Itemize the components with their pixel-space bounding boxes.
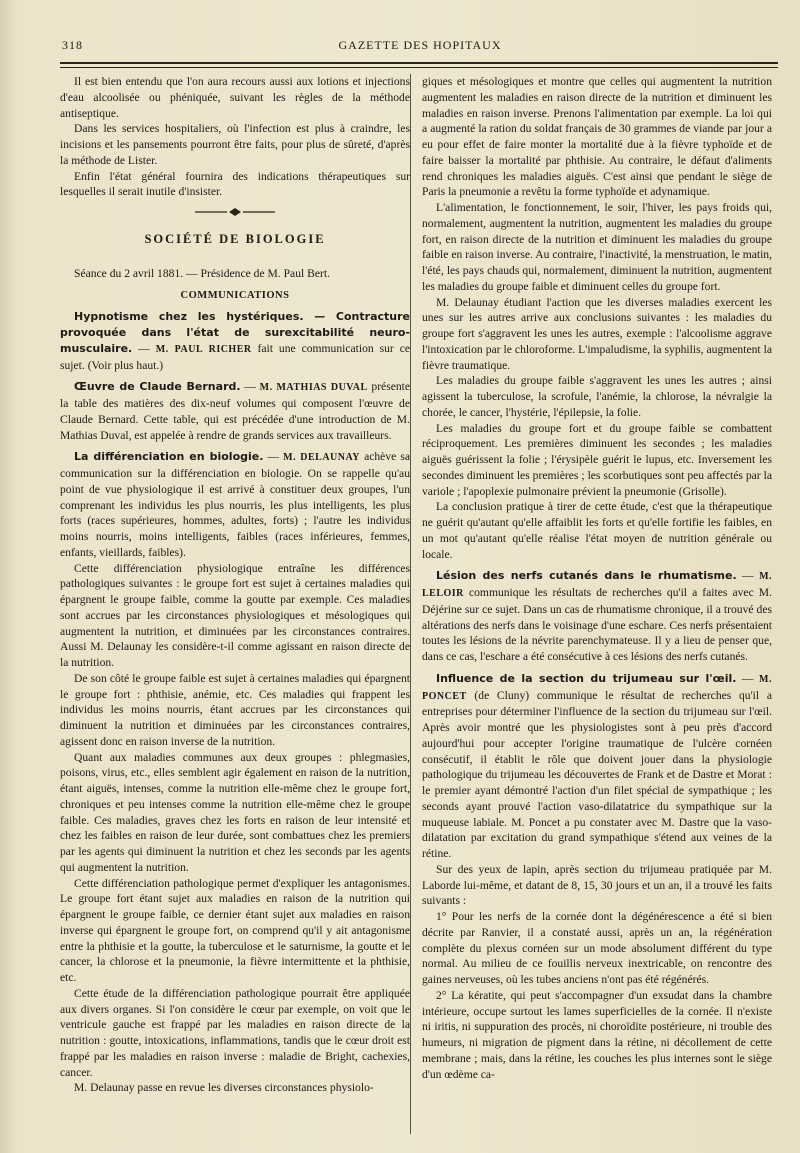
communication-poncet: Influence de la section du trijumeau sur l'œil. — M. PONCET (de Cluny) communique le résultat de recherches qu'il a entreprises pour déterminer l'influence de la section du trijumeau sur l'œil. Après avoir montré que les physiologistes sont à peu près d'accord aujourd'hui pour accepter l'origine traumatique de l'ulcère cornéen consécutif, il établit le rôle que doivent jouer dans la physiologie pathologique du trijumeau les découvertes de Frank et de Dastre et Morat : le premier ayant démontré l'action d'un filet spécial de sympathique ; les seconds ayant prouvé l'action vaso-dilatatrice du sympathique sur la muqueuse labiale. M. Poncet a pu constater avec M. Dastre que la vaso-dilatation par excitation du grand sympathique s'étend aux veines de la rétine. bbox=[422, 671, 772, 860]
session-line: Séance du 2 avril 1881. — Présidence de M. Paul Bert. bbox=[74, 266, 330, 280]
topic-title: Œuvre de Claude Bernard. bbox=[74, 380, 241, 394]
communication-richer: Hypnotisme chez les hystériques. — Contracture provoquée dans l'état de surexcitabilité neuro-musculaire. — M. PAUL RICHER fait une communication sur ce sujet. (Voir plus haut.) bbox=[60, 310, 411, 372]
author-name: M. PONCET bbox=[422, 673, 772, 702]
paragraph: Cette différenciation physiologique entraîne les différences pathologiques suivantes : le groupe fort est sujet à certaines maladies qui épargnent le groupe faible, comme la goutte par exemple. Ces maladies sont accrues par les circonstances physiologiques et mésologiques qui augmentent la nutrition, et diminuées par les circonstances contraires. Aussi M. Delaunay les considère-t-il comme agissant en raison directe de la nutrition. bbox=[60, 561, 410, 669]
paragraph: La conclusion pratique à tirer de cette étude, c'est que la thérapeutique ne guérit qu'autant qu'elle affaiblit les forts et qu'elle fortifie les faibles, en un mot qu'autant qu'elle réalise l'état moyen de nutrition générale ou locale. bbox=[422, 500, 772, 561]
paragraph: M. Delaunay passe en revue les diverses circonstances physiolo- bbox=[74, 1081, 374, 1095]
paragraph: Enfin l'état général fournira des indications thérapeutiques sur lesquelles il serait inutile d'insister. bbox=[60, 169, 410, 199]
topic-title: Influence de la section du trijumeau sur l'œil. bbox=[436, 671, 737, 685]
paragraph: giques et mésologiques et montre que celles qui augmentent la nutrition augmentent les maladies en raison directe de la nutrition et diminuent les maladies en raison inverse. Prenons l'alimentation par exemple. La loi qui a augmenté la ration du soldat français de 30 grammes de viande par jour a eu pour effet de faire monter la mortalité due à la fièvre typhoïde et de faire baisser la mortalité par phthisie. Au contraire, le défaut d'aliments rend chroniques les maladies aiguës. C'est ainsi que pendant le siège de Paris la pneumonie a revêtu la forme typhoïde et adynamique. bbox=[422, 75, 772, 199]
paragraph: M. Delaunay étudiant l'action que les diverses maladies exercent les unes sur les autres arrive aux conclusions suivantes : les maladies du groupe fort s'aggravent les unes les autres, exemple : l'alcoolisme aggrave l'intoxication par le chloroforme. L'impaludisme, la syphilis, augmentent la fièvre traumatique. bbox=[422, 295, 772, 372]
topic-text: communique les résultats de recherches qu'il a faites avec M. Déjérine sur ce sujet. Dans un cas de rhumatisme chronique, il a trouvé des altérations des nerfs dans le voisinage d'une eschare. Ces nerfs présentaient toutes les lésions de la névrite parenchymateuse. Il y a lieu de penser que, dans ce cas, l'eschare a été consécutive à ces lésions des nerfs cutanés. bbox=[422, 586, 772, 663]
topic-text: achève sa communication sur la différenciation en biologie. On se rappelle qu'au point de vue physiologique il est arrivé à constituer deux groupes, l'un comprenant les individus les plus nourris, les plus intelligents, les plus forts (races supérieures, hommes, adultes, forts) ; l'autre les individus moins nourris, moins intelligents, faibles (races inférieures, femmes, enfants, vieillards, faibles). bbox=[60, 450, 410, 559]
section-title: SOCIÉTÉ DE BIOLOGIE bbox=[144, 232, 326, 246]
header-rule bbox=[60, 62, 778, 68]
left-column bbox=[60, 74, 410, 1096]
paragraph: Quant aux maladies communes aux deux groupes : phlegmasies, poisons, virus, etc., elles semblent agir également en raison de la nutrition, étant aiguës, intenses, comme la nutrition elle-même chez le groupe fort, chroniques et peu intenses comme la nutrition elle-même chez le groupe faible. Ces maladies, graves chez les forts en raison de leur intensité et chez les faibles en raison de leur durée, sont combattues chez les premiers par les agents qui diminuent la nutrition et chez les seconds par les agents qui augmentent la nutrition. bbox=[60, 750, 410, 874]
topic-title: Hypnotisme chez les hystériques. — Contracture provoquée dans l'état de surexcitabilité neuro-musculaire. bbox=[60, 310, 410, 355]
author-name: M. MATHIAS DUVAL bbox=[259, 382, 368, 394]
paragraph: Cette différenciation pathologique permet d'expliquer les antagonismes. Le groupe fort étant sujet aux maladies en raison de la nutrition qui épargnent le groupe faible, ce dernier étant sujet aux maladies en raison inverse qui épargnent le groupe fort, on comprend qu'il y ait antagonisme entre la phthisie et la goutte, la tuberculose et le saturnisme, la goutte et le cancer, la chlorose et la pneumonie, la fièvre intermittente et la phthisie, etc. bbox=[60, 876, 410, 984]
topic-text: (de Cluny) communique le résultat de recherches qu'il a entreprises pour déterminer l'influence de la section du trijumeau sur l'œil. Après avoir montré que les physiologistes sont à peu près d'accord aujourd'hui pour accepter l'origine traumatique de l'ulcère cornéen consécutif, il établit le rôle que doivent jouer dans la physiologie pathologique du trijumeau les découvertes de Frank et de Dastre et Morat : le premier ayant démontré l'action d'un filet spécial de sympathique ; les seconds ayant prouvé l'action vaso-dilatatrice du sympathique sur la muqueuse labiale. M. Poncet a pu constater avec M. Dastre que la vaso-dilatation par excitation du grand sympathique s'étend aux veines de la rétine. bbox=[422, 688, 772, 860]
author-name: M. PAUL RICHER bbox=[155, 343, 252, 355]
topic-title: La différenciation en biologie. bbox=[74, 450, 264, 464]
communication-duval: Œuvre de Claude Bernard. — M. MATHIAS DUVAL présente la table des matières des dix-neuf volumes qui composent l'œuvre de Claude Bernard. Cette table, qui est précédée d'une introduction de M. Mathias Duval, est appelée à rendre de grands services aux travailleurs. bbox=[60, 380, 411, 442]
paragraph: Sur des yeux de lapin, après section du trijumeau pratiquée par M. Laborde lui-même, et datant de 8, 15, 30 jours et un an, il a trouvé les faits suivants : bbox=[422, 862, 772, 908]
list-item: 1° Pour les nerfs de la cornée dont la dégénérescence a été si bien décrite par Ranvier, il a constaté aussi, après un an, la régénération complète du plexus cornéen sur un mode absolument différent du type normal. Au milieu de ce fouillis nerveux inextricable, on rencontre des gaines nerveuses, où les tubes anciens n'ont pas été régénérés. bbox=[422, 910, 772, 986]
column-divider bbox=[410, 74, 411, 1134]
topic-title: Lésion des nerfs cutanés dans le rhumatisme. bbox=[436, 569, 737, 583]
paragraph: Il est bien entendu que l'on aura recours aussi aux lotions et injections d'eau alcoolisée ou phéniquée, suivant les règles de la méthode antiseptique. bbox=[60, 75, 410, 120]
communications-heading: COMMUNICATIONS bbox=[180, 289, 290, 301]
paragraph: Les maladies du groupe faible s'aggravent les unes les autres ; ainsi agissent la tuberculose, la scrofule, l'anémie, la chlorose, la névralgie la chorée, le cancer, l'hystérie, l'épilepsie, la folie. bbox=[422, 374, 772, 419]
paragraph: Les maladies du groupe fort et du groupe faible se combattent réciproquement. Les premières diminuent les secondes ; les maladies aiguës guérissent la folie ; l'érysipèle guérit le lupus, etc. Inversement les secondes diminuent les premières ; les scorbutiques sont peu affectés par la variole ; l'apoplexie pulmonaire prévient la pneumonie (Grisolle). bbox=[422, 421, 772, 498]
paragraph: L'alimentation, le fonctionnement, le soir, l'hiver, les pays froids qui, normalement, augmentent la nutrition, augmentent les maladies du groupe fort, en raison directe de la nutrition et diminuent les maladies du groupe faible en raison inverse. Au contraire, l'inactivité, la menstruation, le matin, l'été, les pays chauds qui, normalement, diminuent la nutrition, augmentent les maladies du groupe faible et diminuent celles du groupe fort. bbox=[422, 201, 772, 293]
communication-delaunay: La différenciation en biologie. — M. DELAUNAY achève sa communication sur la différenciation en biologie. On se rappelle qu'au point de vue physiologique il est arrivé à constituer deux groupes, l'un comprenant les individus les plus nourris, les plus intelligents, les plus forts (races supérieures, hommes, adultes, forts) ; l'autre les individus moins nourris, moins intelligents, faibles (races inférieures, femmes, enfants, vieillards, faibles). bbox=[60, 450, 410, 559]
page-number: 318 bbox=[62, 38, 83, 52]
ornament-divider bbox=[60, 200, 410, 224]
topic-text: fait une communication sur ce sujet. (Voir plus haut.) bbox=[60, 341, 411, 372]
journal-title: GAZETTE DES HOPITAUX bbox=[338, 38, 502, 52]
page-header bbox=[62, 38, 778, 56]
right-column bbox=[422, 74, 772, 1082]
communication-leloir: Lésion des nerfs cutanés dans le rhumatisme. — M. LELOIR communique les résultats de recherches qu'il a faites avec M. Déjérine sur ce sujet. Dans un cas de rhumatisme chronique, il a trouvé des altérations des nerfs dans le voisinage d'une eschare. Ces nerfs présentaient toutes les lésions de la névrite parenchymateuse. Il y a lieu de penser que, dans ce cas, l'eschare a été consécutive à ces lésions des nerfs cutanés. bbox=[422, 569, 773, 663]
topic-text: présente la table des matières des dix-neuf volumes qui composent l'œuvre de Claude Bernard. Cette table, qui est précédée d'une introduction de M. Mathias Duval, est appelée à rendre de grands services aux travailleurs. bbox=[60, 380, 411, 442]
author-name: M. DELAUNAY bbox=[283, 452, 361, 464]
list-item: 2° La kératite, qui peut s'accompagner d'un exsudat dans la chambre intérieure, occupe surtout les lames superficielles de la cornée. Il n'existe ni iritis, ni suppuration des procès, ni choroïdite postérieure, ni trouble des humeurs, ni migration de pigment dans la rétine, ni décollement de cette membrane ; mais, dans la rétine, les couches les plus internes sont le siège d'un œdème ca- bbox=[422, 988, 772, 1081]
paragraph: De son côté le groupe faible est sujet à certaines maladies qui épargnent le groupe fort : phthisie, anémie, etc. Ces maladies qui frappent les individus les moins nourris, étant accrues par les circonstances qui diminuent la nutrition et diminuées par les circonstances contraires, agissent donc en raison inverse de la nutrition. bbox=[60, 671, 410, 748]
paragraph: Cette étude de la différenciation pathologique pourrait être appliquée aux divers organes. Si l'on considère le cœur par exemple, on voit que le ventricule gauche est frappé par les maladies en raison directe de la nutrition : goutte, intoxications, inflammations, tandis que le cœur droit est frappé par les maladies en raison inverse : maladie de Bright, cachexies, cancer. bbox=[60, 986, 410, 1079]
author-name: M. LELOIR bbox=[422, 571, 773, 599]
paragraph: Dans les services hospitaliers, où l'infection est plus à craindre, les incisions et les pansements pourront être faits, pour plus de sûreté, d'après la méthode de Lister. bbox=[60, 122, 410, 167]
